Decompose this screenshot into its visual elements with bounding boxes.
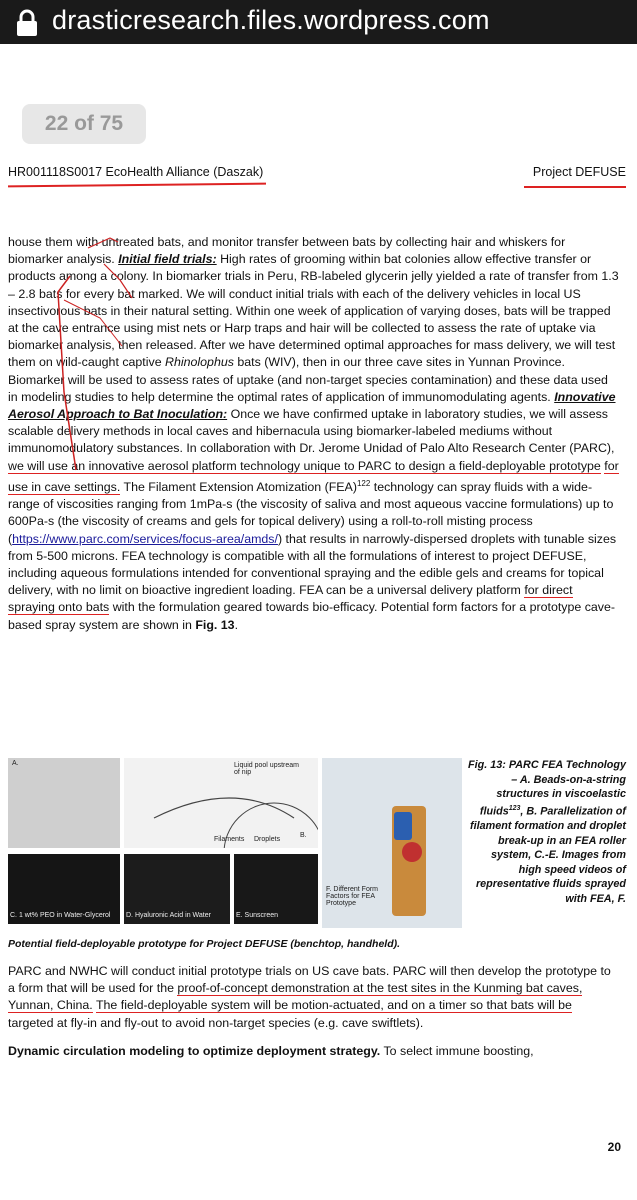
- header-project-name: Project DEFUSE: [532, 165, 626, 179]
- url-text[interactable]: drasticresearch.files.wordpress.com: [52, 5, 490, 35]
- parc-link[interactable]: https://www.parc.com/services/focus-area/amds/: [12, 531, 278, 546]
- next-section-start: Dynamic circulation modeling to optimize deployment strategy. To select immune boosting,: [8, 1044, 534, 1058]
- body-paragraph-after-figure: PARC and NWHC will conduct initial prototype trials on US cave bats. PARC will then develop the prototype to a form that will be used for the proof-of-concept demonstration at the test sites in the Kunming bat caves, Yunnan, China. The field-deployable system will be motion-actuated, and on a timer so that bats will be targeted at fly-in and fly-out to avoid non-target species (e.g. cave swiftlets).: [8, 964, 611, 1030]
- droplets-label: Droplets: [254, 836, 281, 843]
- page-number: 20: [607, 1140, 621, 1154]
- image-e-label: E. Sunscreen: [236, 912, 279, 919]
- image-d-label: D. Hyaluronic Acid in Water: [126, 912, 211, 919]
- page-indicator: 22 of 75: [22, 104, 146, 144]
- annotated-phrase: for direct spraying onto bats: [8, 583, 573, 615]
- annotated-phrase: The field-deployable system will be motion-actuated, and on a timer so that bats will be: [95, 998, 572, 1013]
- section-heading: Dynamic circulation modeling to optimize deployment strategy.: [8, 1044, 381, 1058]
- image-f-label: F. Different Form Factors for FEA Prototype: [326, 886, 378, 907]
- initial-field-trials-heading: Initial field trials:: [118, 252, 217, 267]
- prototype-red-knob: [402, 842, 422, 862]
- annotated-phrase: we will use an innovative aerosol platform technology unique to PARC to design a field-deployable prototype: [8, 458, 601, 473]
- high-speed-image-d: [124, 854, 230, 924]
- roller-system-image: [124, 758, 318, 848]
- figure-caption-bottom: Potential field-deployable prototype for Project DEFUSE (benchtop, handheld).: [8, 938, 401, 950]
- panel-a-label: A.: [12, 760, 19, 767]
- panel-b-label: B.: [300, 832, 307, 839]
- aerosol-approach-heading: Innovative Aerosol Approach to Bat Inoculation:: [8, 389, 616, 422]
- filaments-label: Filaments: [214, 836, 245, 843]
- header-grant-id: HR001118S0017 EcoHealth Alliance (Daszak): [8, 165, 264, 179]
- annotated-phrase: proof-of-concept demonstration at the test sites in the Kunming bat caves, Yunnan, China.: [8, 981, 583, 1013]
- body-paragraph: house them with untreated bats, and monitor transfer between bats by collecting hair and whiskers for biomarker analysis. Initial field trials: High rates of grooming within bat colonies allow effective transfer or products among a colony. In biomarker trials in Peru, RB-labeled glycerin jelly yielded a rate of transfer from 1.3 – 2.8 bats for every bat marked. We will conduct initial trials with each of the delivery vehicles in local US insectivorous bats in their natural setting. Within one week of application of varying doses, bats will be trapped at the cave entrance using mist nets or Harp traps and hair will be collected to assess the rate of uptake via biomarker analysis, then released. After we have determined optimal approaches for mass delivery, we will test them on wild-caught captive Rhinolophus bats (WIV), then in our three cave sites in Yunnan Province. Biomarker will be used to assess rates of uptake (and non-target species contamination) and these data used in modeling studies to help determine the optimal rates of application of immunomodulating agents. Innovative Aerosol Approach to Bat Inoculation: Once we have confirmed uptake in laboratory studies, we will assess scalable delivery methods in local caves and hibernacula using biomarker-labeled mediums without immunomodulatory substances. In collaboration with Dr. Jerome Unidad of Palo Alto Research Center (PARC), we will use an innovative aerosol platform technology unique to PARC to design a field-deployable prototype for use in cave settings. The Filament Extension Atomization (FEA)$^{122}$ technology can spray fluids with a wide-range of viscosities ranging from 1mPa-s (the viscosity of saliva and most aqueous vaccine formulations) up to 600Pa-s (the viscosity of creams and gels for topical delivery) using a roll-to-roll misting process (https://www.parc.com/services/focus-area/amds/) that results in narrowly-dispersed droplets with tunable sizes from 5-500 microns. FEA technology is compatible with all the formulations of interest to project DEFUSE, including aqueous formulations intended for conventional spraying and the edible gels and creams for topical delivery, with no limit on bioactive ingredient loading. FEA can be a universal delivery platform for direct spraying onto bats with the formulation geared towards bio-efficacy. Potential form factors for a prototype cave-based spray system are shown in Fig. 13.: [8, 235, 619, 632]
- reference-number: 122: [356, 478, 371, 488]
- figure-caption: Fig. 13: PARC FEA Technology – A. Beads-on-a-string structures in viscoelastic fluids$^{123}$, B. Parallelization of filament formation and droplet break-up in an FEA roller system, C.-E. Images from high speed videos of representative fluids sprayed with FEA, F.: [468, 759, 626, 905]
- image-c-label: C. 1 wt% PEO in Water-Glycerol: [10, 912, 111, 919]
- prototype-blue-part: [394, 812, 412, 840]
- liquid-pool-label: Liquid pool upstream of nip: [234, 762, 299, 776]
- prototype-image: [322, 758, 462, 928]
- figure-13: [8, 758, 626, 958]
- figure-reference: Fig. 13: [195, 617, 235, 632]
- beads-on-string-image: [8, 758, 120, 848]
- genus-name: Rhinolophus: [165, 355, 234, 370]
- annotated-phrase: for use in cave settings.: [8, 458, 619, 494]
- high-speed-image-e: [234, 854, 318, 924]
- high-speed-image-c: [8, 854, 120, 924]
